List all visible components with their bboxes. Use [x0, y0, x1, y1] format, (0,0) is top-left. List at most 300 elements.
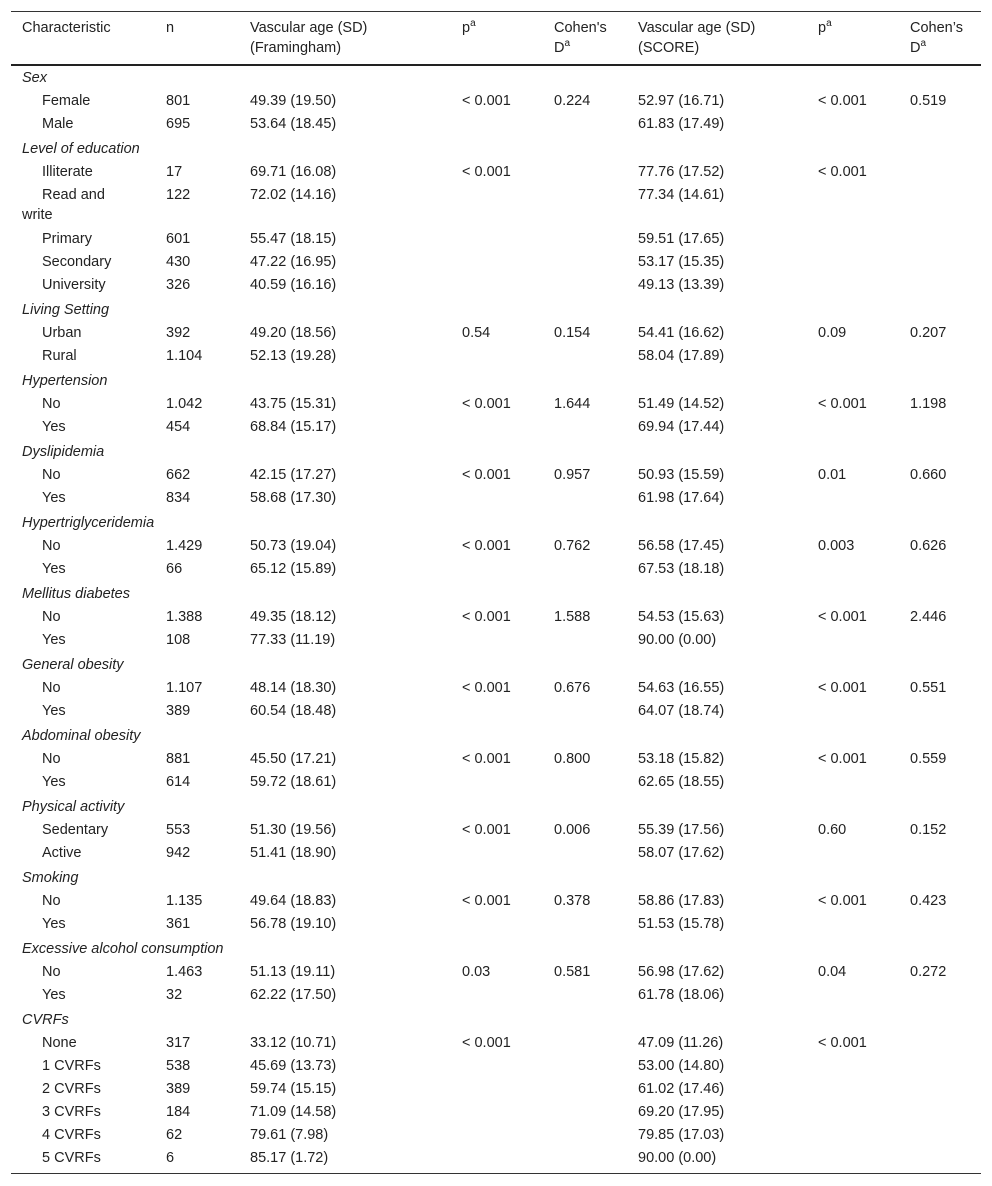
row-label: Rural [42, 348, 77, 364]
score-cell: 58.04 (17.89) [638, 348, 725, 364]
table-row [11, 701, 981, 724]
cohens-d-framingham-cell: 0.154 [554, 325, 591, 341]
row-label [11, 185, 155, 229]
score-cell: 50.93 (15.59) [638, 467, 725, 483]
table-row [11, 1056, 981, 1079]
p-framingham-cell: < 0.001 [462, 1035, 511, 1051]
cohens-d-framingham-cell [543, 1148, 627, 1174]
cohens-d-score-cell [899, 346, 981, 369]
p-framingham-cell [451, 114, 543, 137]
cohens-d-framingham-cell: 1.644 [554, 396, 591, 412]
cohens-d-framingham-cell [543, 630, 627, 653]
p-score-cell: < 0.001 [818, 396, 867, 412]
cohens-d-score-cell [899, 252, 981, 275]
header-vascular-age-framingham: Vascular age (SD) (Framingham) [239, 12, 451, 66]
cohens-d-score-cell [899, 1079, 981, 1102]
p-score-cell [807, 985, 899, 1008]
row-label: Yes [42, 490, 66, 506]
cohens-d-score-cell [899, 914, 981, 937]
n-cell: 62 [166, 1127, 183, 1143]
framingham-cell: 45.50 (17.21) [250, 751, 337, 767]
score-cell: 67.53 (18.18) [638, 561, 725, 577]
row-label: No [42, 964, 61, 980]
score-cell: 49.13 (13.39) [638, 277, 725, 293]
header-characteristic: Characteristic [11, 12, 155, 66]
n-cell: 66 [166, 561, 183, 577]
row-label: 2 CVRFs [42, 1081, 101, 1097]
p-framingham-cell [451, 488, 543, 511]
n-cell: 317 [166, 1035, 191, 1051]
cohens-d-score-cell: 0.423 [910, 893, 947, 909]
cohens-d-framingham-cell [543, 772, 627, 795]
p-score-cell: < 0.001 [818, 893, 867, 909]
p-score-cell [807, 252, 899, 275]
p-framingham-cell: < 0.001 [462, 751, 511, 767]
framingham-cell: 58.68 (17.30) [250, 490, 337, 506]
table-row [11, 536, 981, 559]
group-label: Dyslipidemia [22, 444, 105, 460]
p-framingham-cell: 0.03 [462, 964, 491, 980]
n-cell: 1.388 [166, 609, 203, 625]
group-label: Physical activity [22, 799, 125, 815]
header-p-score: $p^a$ [807, 12, 899, 66]
cohens-d-framingham-cell [543, 346, 627, 369]
row-label: Yes [42, 703, 66, 719]
n-cell: 1.042 [166, 396, 203, 412]
p-framingham-cell [451, 346, 543, 369]
table-row [11, 229, 981, 252]
n-cell: 614 [166, 774, 191, 790]
score-cell: 56.98 (17.62) [638, 964, 725, 980]
row-label: Illiterate [42, 164, 93, 180]
cohens-d-framingham-cell [543, 488, 627, 511]
cohens-d-framingham-cell [543, 114, 627, 137]
table-row [11, 252, 981, 275]
cohens-d-score-cell: 0.559 [910, 751, 947, 767]
cohens-d-framingham-cell [543, 229, 627, 252]
p-score-cell [807, 488, 899, 511]
cohens-d-score-cell [899, 559, 981, 582]
table-row [11, 346, 981, 369]
score-cell: 51.53 (15.78) [638, 916, 725, 932]
score-cell: 58.86 (17.83) [638, 893, 725, 909]
p-framingham-cell: < 0.001 [462, 822, 511, 838]
group-label: Hypertriglyceridemia [22, 515, 155, 531]
framingham-cell: 43.75 (15.31) [250, 396, 337, 412]
p-score-cell [807, 185, 899, 229]
p-framingham-cell [451, 914, 543, 937]
cohens-d-framingham-cell: 0.581 [554, 964, 591, 980]
row-label: Yes [42, 419, 66, 435]
score-cell: 59.51 (17.65) [638, 231, 725, 247]
row-label: Secondary [42, 254, 112, 270]
cohens-d-score-cell [899, 275, 981, 298]
group-header-row [11, 724, 981, 749]
table-row [11, 772, 981, 795]
cohens-d-framingham-cell [543, 1102, 627, 1125]
p-framingham-cell [451, 630, 543, 653]
p-score-cell: < 0.001 [818, 1035, 867, 1051]
p-framingham-cell: < 0.001 [462, 396, 511, 412]
cohens-d-score-cell [899, 985, 981, 1008]
n-cell: 389 [166, 1081, 191, 1097]
score-cell: 52.97 (16.71) [638, 93, 725, 109]
cohens-d-framingham-cell: 0.957 [554, 467, 591, 483]
cohens-d-score-cell: 0.272 [910, 964, 947, 980]
row-label: No [42, 751, 61, 767]
table-row [11, 843, 981, 866]
p-score-cell [807, 417, 899, 440]
framingham-cell: 59.72 (18.61) [250, 774, 337, 790]
cohens-d-score-cell [899, 185, 981, 229]
n-cell: 1.135 [166, 893, 203, 909]
cohens-d-framingham-cell [543, 252, 627, 275]
table-container [11, 11, 981, 1174]
p-score-cell: 0.04 [818, 964, 847, 980]
score-cell: 69.20 (17.95) [638, 1104, 725, 1120]
n-cell: 430 [166, 254, 191, 270]
p-framingham-cell: < 0.001 [462, 467, 511, 483]
vascular-age-table [11, 11, 981, 1174]
cohens-d-framingham-cell [543, 985, 627, 1008]
p-framingham-cell [451, 1148, 543, 1174]
row-label: Yes [42, 987, 66, 1003]
table-row [11, 1079, 981, 1102]
cohens-d-framingham-cell [543, 1033, 627, 1056]
score-cell: 61.02 (17.46) [638, 1081, 725, 1097]
cohens-d-score-cell [899, 229, 981, 252]
group-label: Excessive alcohol consumption [22, 941, 224, 957]
n-cell: 32 [166, 987, 183, 1003]
n-cell: 184 [166, 1104, 191, 1120]
framingham-cell: 42.15 (17.27) [250, 467, 337, 483]
table-row [11, 488, 981, 511]
table-row [11, 820, 981, 843]
cohens-d-framingham-cell: 0.762 [554, 538, 591, 554]
cohens-d-score-cell [899, 1125, 981, 1148]
p-framingham-cell [451, 985, 543, 1008]
p-framingham-cell [451, 701, 543, 724]
header-cohens-d-score: Cohen’s $D^a$ [899, 12, 981, 66]
score-cell: 77.34 (14.61) [638, 187, 725, 203]
cohens-d-framingham-cell [543, 162, 627, 185]
n-cell: 834 [166, 490, 191, 506]
p-framingham-cell: < 0.001 [462, 680, 511, 696]
p-score-cell: < 0.001 [818, 751, 867, 767]
p-score-cell: 0.003 [818, 538, 855, 554]
group-label: Living Setting [22, 302, 110, 318]
table-row [11, 91, 981, 114]
p-score-cell: < 0.001 [818, 680, 867, 696]
row-label: None [42, 1035, 77, 1051]
row-label: 5 CVRFs [11, 1148, 155, 1174]
framingham-cell: 51.13 (19.11) [250, 964, 336, 980]
framingham-cell: 45.69 (13.73) [250, 1058, 337, 1074]
framingham-cell: 49.35 (18.12) [250, 609, 337, 625]
p-framingham-cell [451, 229, 543, 252]
n-cell: 108 [166, 632, 191, 648]
row-label: Active [42, 845, 82, 861]
p-score-cell [807, 1125, 899, 1148]
framingham-cell: 72.02 (14.16) [250, 187, 337, 203]
table-row [11, 394, 981, 417]
row-label-line2: write [22, 207, 53, 223]
framingham-cell: 65.12 (15.89) [250, 561, 337, 577]
p-framingham-cell [451, 252, 543, 275]
header-n: n [155, 12, 239, 66]
framingham-cell: 50.73 (19.04) [250, 538, 337, 554]
p-score-cell [807, 914, 899, 937]
n-cell: 553 [166, 822, 191, 838]
p-score-cell [807, 275, 899, 298]
p-score-cell [807, 1079, 899, 1102]
n-cell: 454 [166, 419, 191, 435]
group-header-row [11, 582, 981, 607]
row-label: Primary [42, 231, 92, 247]
p-score-cell [807, 1148, 899, 1174]
table-row [11, 185, 981, 229]
score-cell: 69.94 (17.44) [638, 419, 725, 435]
n-cell: 326 [166, 277, 191, 293]
score-cell: 55.39 (17.56) [638, 822, 725, 838]
cohens-d-score-cell: 2.446 [910, 609, 947, 625]
row-label: No [42, 396, 61, 412]
cohens-d-framingham-cell [543, 914, 627, 937]
framingham-cell: 40.59 (16.16) [250, 277, 337, 293]
p-framingham-cell [451, 843, 543, 866]
row-label: No [42, 538, 61, 554]
n-cell: 881 [166, 751, 191, 767]
n-cell: 392 [166, 325, 191, 341]
group-header-row [11, 137, 981, 162]
n-cell: 1.429 [166, 538, 203, 554]
cohens-d-framingham-cell [543, 417, 627, 440]
cohens-d-score-cell: 0.551 [910, 680, 947, 696]
score-cell: 47.09 (11.26) [638, 1035, 724, 1051]
p-score-cell: 0.01 [818, 467, 847, 483]
table-row [11, 891, 981, 914]
cohens-d-framingham-cell: 0.224 [554, 93, 591, 109]
row-label: Yes [42, 632, 66, 648]
score-cell: 79.85 (17.03) [638, 1127, 725, 1143]
row-label: No [42, 609, 61, 625]
framingham-cell: 33.12 (10.71) [250, 1035, 337, 1051]
table-row [11, 114, 981, 137]
cohens-d-score-cell [899, 488, 981, 511]
header-vascular-age-score: Vascular age (SD) (SCORE) [627, 12, 807, 66]
table-row [11, 275, 981, 298]
group-label: Sex [22, 70, 47, 86]
cohens-d-score-cell: 0.207 [910, 325, 947, 341]
group-header-row [11, 866, 981, 891]
framingham-cell: 49.64 (18.83) [250, 893, 337, 909]
p-framingham-cell [451, 1079, 543, 1102]
cohens-d-score-cell: 0.660 [910, 467, 947, 483]
table-row [11, 323, 981, 346]
n-cell: 662 [166, 467, 191, 483]
score-cell: 64.07 (18.74) [638, 703, 725, 719]
p-score-cell: < 0.001 [818, 164, 867, 180]
framingham-cell: 62.22 (17.50) [250, 987, 337, 1003]
table-row [11, 417, 981, 440]
table-row [11, 465, 981, 488]
table-row [11, 914, 981, 937]
row-label: No [42, 680, 61, 696]
n-cell: 538 [166, 1058, 191, 1074]
framingham-cell: 51.30 (19.56) [250, 822, 337, 838]
score-cell: 77.76 (17.52) [638, 164, 725, 180]
score-cell: 51.49 (14.52) [638, 396, 725, 412]
row-label: Yes [42, 774, 66, 790]
framingham-cell: 49.39 (19.50) [250, 93, 337, 109]
p-framingham-cell: < 0.001 [462, 93, 511, 109]
score-cell: 54.41 (16.62) [638, 325, 725, 341]
group-label: Hypertension [22, 373, 108, 389]
p-score-cell [807, 630, 899, 653]
framingham-cell: 51.41 (18.90) [250, 845, 337, 861]
group-header-row [11, 1008, 981, 1033]
framingham-cell: 85.17 (1.72) [239, 1148, 451, 1174]
p-framingham-cell: < 0.001 [462, 893, 511, 909]
p-framingham-cell [451, 1056, 543, 1079]
group-label: CVRFs [22, 1012, 69, 1028]
table-body [11, 65, 981, 1174]
cohens-d-framingham-cell [543, 559, 627, 582]
p-score-cell: 0.09 [818, 325, 847, 341]
cohens-d-framingham-cell: 0.676 [554, 680, 591, 696]
group-header-row [11, 653, 981, 678]
table-row [11, 749, 981, 772]
cohens-d-framingham-cell: 1.588 [554, 609, 591, 625]
cohens-d-framingham-cell [543, 701, 627, 724]
group-header-row [11, 937, 981, 962]
score-cell: 90.00 (0.00) [638, 632, 717, 648]
score-cell: 61.83 (17.49) [638, 116, 725, 132]
score-cell: 54.63 (16.55) [638, 680, 725, 696]
score-cell: 53.00 (14.80) [638, 1058, 725, 1074]
cohens-d-score-cell: 0.626 [910, 538, 947, 554]
framingham-cell: 52.13 (19.28) [250, 348, 337, 364]
row-label: Female [42, 93, 91, 109]
framingham-cell: 56.78 (19.10) [250, 916, 337, 932]
group-header-row [11, 65, 981, 91]
n-cell: 361 [166, 916, 191, 932]
table-row [11, 678, 981, 701]
header-p-framingham: $p^a$ [451, 12, 543, 66]
row-label: Male [42, 116, 74, 132]
row-label: 3 CVRFs [42, 1104, 101, 1120]
framingham-cell: 53.64 (18.45) [250, 116, 337, 132]
cohens-d-framingham-cell [543, 843, 627, 866]
n-cell: 1.463 [166, 964, 203, 980]
p-score-cell [807, 772, 899, 795]
table-row [11, 1102, 981, 1125]
table-row [11, 630, 981, 653]
group-label: Level of education [22, 141, 140, 157]
p-score-cell [807, 843, 899, 866]
cohens-d-score-cell [899, 843, 981, 866]
cohens-d-framingham-cell: 0.378 [554, 893, 591, 909]
framingham-cell: 69.71 (16.08) [250, 164, 337, 180]
cohens-d-framingham-cell [543, 1125, 627, 1148]
n-cell: 695 [166, 116, 191, 132]
table-row [11, 162, 981, 185]
score-cell: 62.65 (18.55) [638, 774, 725, 790]
p-score-cell [807, 1102, 899, 1125]
table-row [11, 1148, 981, 1174]
row-label: Sedentary [42, 822, 109, 838]
group-header-row [11, 298, 981, 323]
p-framingham-cell [451, 417, 543, 440]
row-label: University [42, 277, 106, 293]
group-label: Abdominal obesity [22, 728, 141, 744]
table-row [11, 607, 981, 630]
framingham-cell: 55.47 (18.15) [250, 231, 337, 247]
n-cell: 942 [166, 845, 191, 861]
p-score-cell [807, 1056, 899, 1079]
n-cell: 389 [166, 703, 191, 719]
table-row [11, 559, 981, 582]
framingham-cell: 59.74 (15.15) [250, 1081, 337, 1097]
header-cohens-d-framingham: Cohen's $D^a$ [543, 12, 627, 66]
n-cell: 1.104 [166, 348, 203, 364]
group-header-row [11, 511, 981, 536]
table-row [11, 985, 981, 1008]
cohens-d-score-cell [899, 114, 981, 137]
score-cell: 90.00 (0.00) [627, 1148, 807, 1174]
cohens-d-score-cell [899, 1102, 981, 1125]
p-framingham-cell [451, 559, 543, 582]
cohens-d-framingham-cell: 0.800 [554, 751, 591, 767]
score-cell: 61.78 (18.06) [638, 987, 725, 1003]
n-cell: 801 [166, 93, 191, 109]
row-label: 1 CVRFs [42, 1058, 101, 1074]
row-label: No [42, 893, 61, 909]
cohens-d-framingham-cell [543, 275, 627, 298]
header-row [11, 12, 981, 66]
p-framingham-cell [451, 1102, 543, 1125]
score-cell: 53.18 (15.82) [638, 751, 725, 767]
framingham-cell: 68.84 (15.17) [250, 419, 337, 435]
p-framingham-cell [451, 772, 543, 795]
n-cell: 601 [166, 231, 191, 247]
cohens-d-score-cell [899, 1056, 981, 1079]
p-framingham-cell: 0.54 [462, 325, 491, 341]
group-header-row [11, 369, 981, 394]
n-cell: 122 [166, 187, 191, 203]
p-framingham-cell: < 0.001 [462, 609, 511, 625]
score-cell: 54.53 (15.63) [638, 609, 725, 625]
row-label: Yes [42, 916, 66, 932]
p-framingham-cell: < 0.001 [462, 538, 511, 554]
framingham-cell: 47.22 (16.95) [250, 254, 337, 270]
p-score-cell [807, 346, 899, 369]
cohens-d-score-cell: 0.152 [910, 822, 947, 838]
cohens-d-framingham-cell: 0.006 [554, 822, 591, 838]
cohens-d-framingham-cell [543, 1079, 627, 1102]
p-score-cell [807, 229, 899, 252]
score-cell: 53.17 (15.35) [638, 254, 725, 270]
framingham-cell: 48.14 (18.30) [250, 680, 337, 696]
group-header-row [11, 440, 981, 465]
row-label: Urban [42, 325, 82, 341]
p-framingham-cell [451, 1125, 543, 1148]
table-row [11, 1125, 981, 1148]
n-cell: 17 [166, 164, 183, 180]
framingham-cell: 60.54 (18.48) [250, 703, 337, 719]
score-cell: 56.58 (17.45) [638, 538, 725, 554]
cohens-d-score-cell [899, 162, 981, 185]
